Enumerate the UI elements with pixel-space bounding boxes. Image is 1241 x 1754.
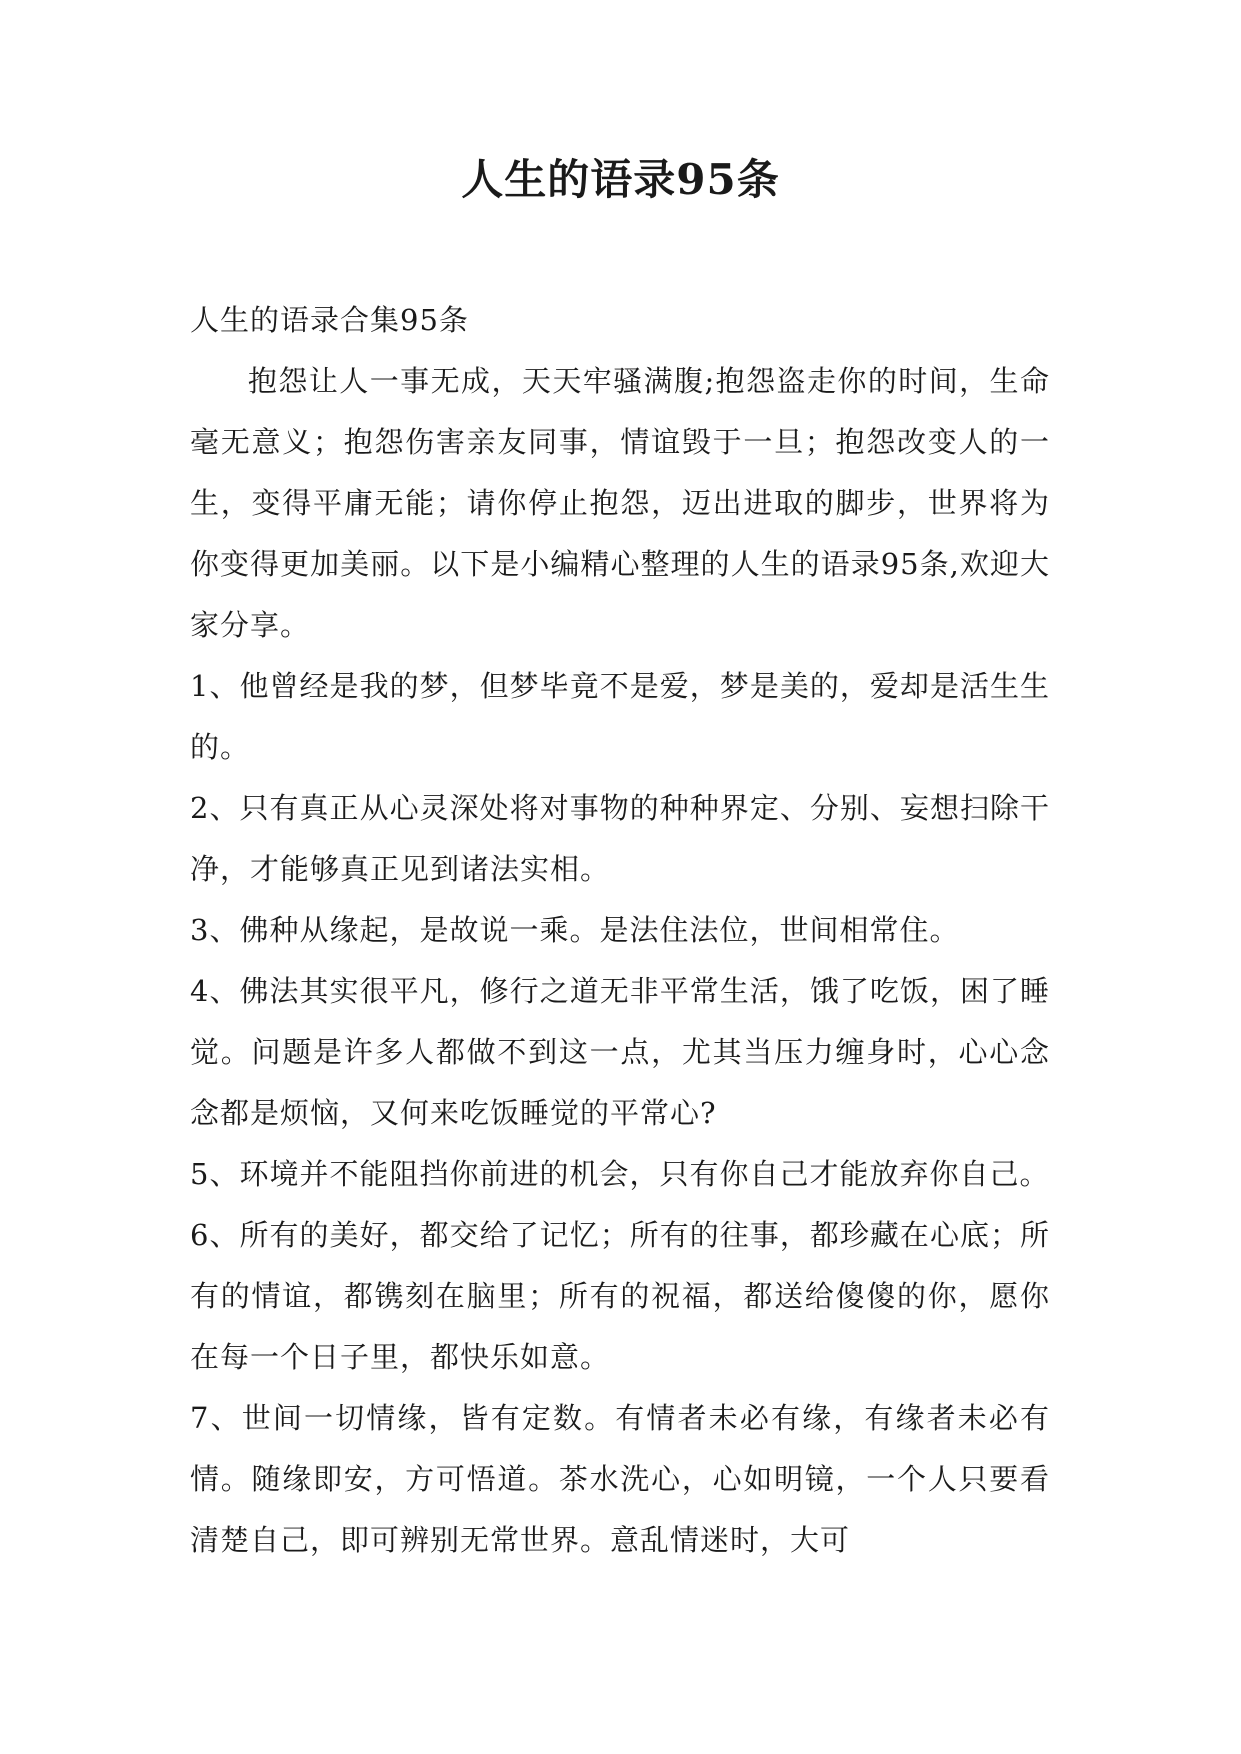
list-item: 7、世间一切情缘，皆有定数。有情者未必有缘，有缘者未必有情。随缘即安，方可悟道。茶水洗心，心如明镜，一个人只要看清楚自己，即可辨别无常世界。意乱情迷时，大可 bbox=[190, 1401, 1050, 1557]
list-item: 4、佛法其实很平凡，修行之道无非平常生活，饿了吃饭，困了睡觉。问题是许多人都做不到这一点，尤其当压力缠身时，心心念念都是烦恼，又何来吃饭睡觉的平常心? bbox=[190, 974, 1050, 1130]
document-subtitle: 人生的语录合集95条 bbox=[190, 303, 469, 337]
document-title: 人生的语录95条 bbox=[461, 155, 780, 204]
list-item: 5、环境并不能阻挡你前进的机会，只有你自己才能放弃你自己。 bbox=[190, 1157, 1050, 1191]
list-item: 6、所有的美好，都交给了记忆；所有的往事，都珍藏在心底；所有的情谊，都镌刻在脑里；所有的祝福，都送给傻傻的你，愿你在每一个日子里，都快乐如意。 bbox=[190, 1218, 1050, 1374]
list-item: 1、他曾经是我的梦，但梦毕竟不是爱，梦是美的，爱却是活生生的。 bbox=[190, 669, 1050, 764]
document-body bbox=[190, 290, 1050, 1571]
list-item: 3、佛种从缘起，是故说一乘。是法住法位，世间相常住。 bbox=[190, 913, 960, 947]
list-item: 2、只有真正从心灵深处将对事物的种种界定、分别、妄想扫除干净，才能够真正见到诸法实相。 bbox=[190, 791, 1050, 886]
intro-paragraph: 抱怨让人一事无成，天天牢骚满腹;抱怨盗走你的时间，生命毫无意义；抱怨伤害亲友同事，情谊毁于一旦；抱怨改变人的一生，变得平庸无能；请你停止抱怨，迈出进取的脚步，世界将为你变得更加美丽。以下是小编精心整理的人生的语录95条,欢迎大家分享。 bbox=[190, 364, 1050, 642]
